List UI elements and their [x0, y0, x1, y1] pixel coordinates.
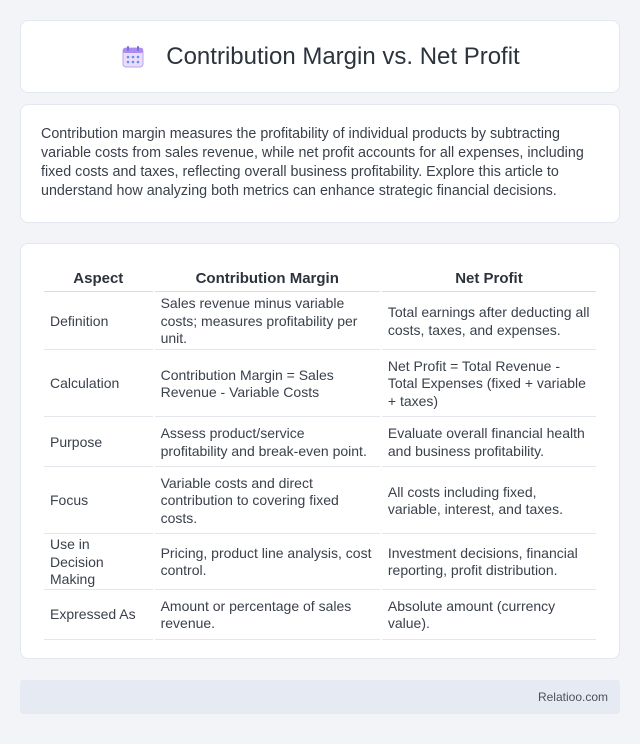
- footer-site-link[interactable]: Relatioo.com: [537, 690, 608, 704]
- header-contribution-margin: Contribution Margin: [155, 266, 380, 292]
- net-profit-cell: Total earnings after deducting all costs, taxes, and expenses.: [382, 294, 596, 350]
- net-profit-cell: Evaluate overall financial health and business profitability.: [382, 419, 596, 467]
- contribution-margin-cell: Pricing, product line analysis, cost control.: [155, 536, 380, 590]
- intro-paragraph: Contribution margin measures the profitability of individual products by subtracting variable costs from sales revenue, while net profit accounts for all expenses, including fixed costs and taxes, reflecting overall business profitability. Explore this article to understand how analyzing both metrics can enhance strategic financial decisions.: [41, 126, 584, 199]
- table-row: [44, 419, 596, 467]
- net-profit-cell: Absolute amount (currency value).: [382, 592, 596, 640]
- aspect-cell: Use in Decision Making: [44, 536, 153, 590]
- footer-bar: [20, 680, 620, 714]
- contribution-margin-cell: Amount or percentage of sales revenue.: [155, 592, 380, 640]
- intro-card: [20, 104, 620, 223]
- aspect-cell: Expressed As: [44, 592, 153, 640]
- table-header-row: [44, 266, 596, 292]
- aspect-cell: Definition: [44, 294, 153, 350]
- page-title: Contribution Margin vs. Net Profit: [166, 42, 520, 70]
- calendar-grid-icon: [120, 44, 146, 70]
- title-card: [20, 20, 620, 93]
- aspect-cell: Focus: [44, 469, 153, 534]
- net-profit-cell: Investment decisions, financial reporting, profit distribution.: [382, 536, 596, 590]
- aspect-cell: Calculation: [44, 352, 153, 417]
- table-row: [44, 469, 596, 534]
- table-row: [44, 592, 596, 640]
- header-net-profit: Net Profit: [382, 266, 596, 292]
- contribution-margin-cell: Sales revenue minus variable costs; measures profitability per unit.: [155, 294, 380, 350]
- contribution-margin-cell: Variable costs and direct contribution to covering fixed costs.: [155, 469, 380, 534]
- table-row: [44, 352, 596, 417]
- aspect-cell: Purpose: [44, 419, 153, 467]
- comparison-card: [20, 243, 620, 659]
- net-profit-cell: All costs including fixed, variable, interest, and taxes.: [382, 469, 596, 534]
- table-row: [44, 294, 596, 350]
- header-aspect: Aspect: [44, 266, 153, 292]
- table-row: [44, 536, 596, 590]
- contribution-margin-cell: Assess product/service profitability and break-even point.: [155, 419, 380, 467]
- contribution-margin-cell: Contribution Margin = Sales Revenue - Variable Costs: [155, 352, 380, 417]
- comparison-table: [42, 264, 598, 642]
- net-profit-cell: Net Profit = Total Revenue - Total Expenses (fixed + variable + taxes): [382, 352, 596, 417]
